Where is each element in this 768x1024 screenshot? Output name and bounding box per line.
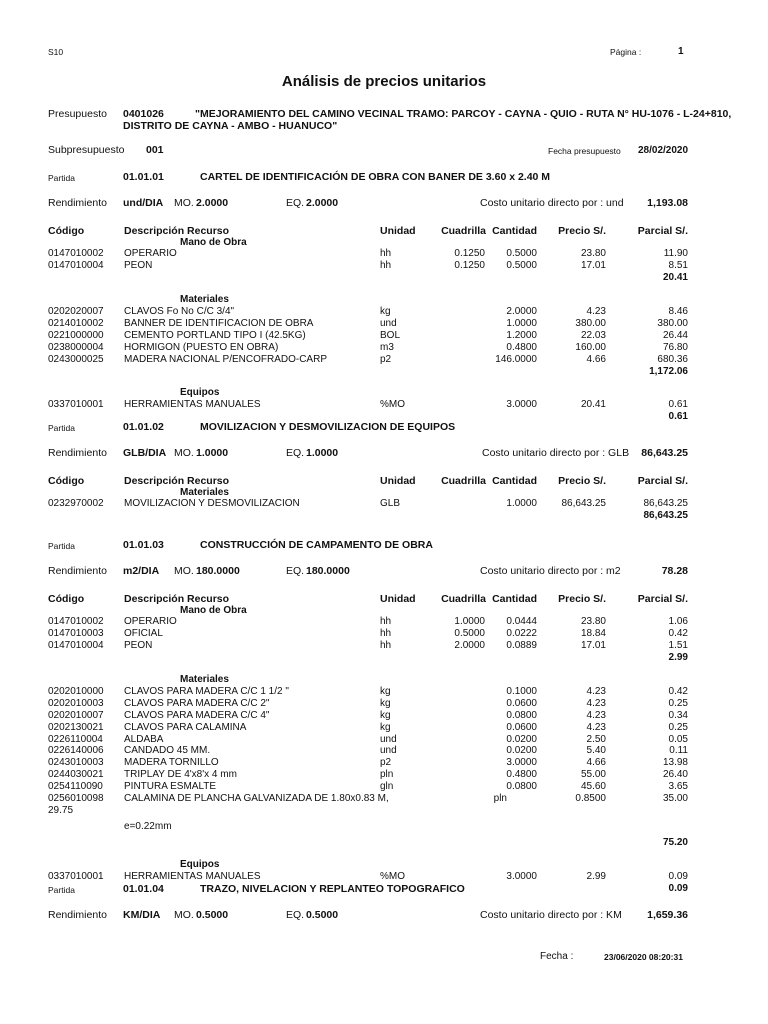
row-code: 0226110004	[48, 733, 103, 745]
row-unit: BOL	[380, 329, 401, 341]
row-crew: 2.0000	[454, 640, 485, 652]
row-price: 55.00	[580, 769, 606, 781]
row-partial: 35.00	[662, 793, 688, 804]
page-number: 1	[678, 46, 684, 57]
row-quantity: 1.0000	[506, 317, 537, 329]
row-unit: pln	[493, 793, 507, 804]
column-header-price: Precio S/.	[558, 593, 606, 605]
group-subtotal: 1,172.06	[649, 365, 688, 377]
row-unit: GLB	[380, 498, 401, 510]
subpresupuesto-code: 001	[146, 144, 164, 156]
row-partial: 680.36	[657, 353, 688, 365]
row-partial: 26.40	[662, 769, 688, 781]
row-unit: kg	[380, 685, 391, 697]
row-unit: p2	[380, 353, 392, 365]
row-partial: 0.42	[668, 628, 688, 640]
eq-value: 2.0000	[306, 197, 339, 209]
eq-value: 0.5000	[306, 909, 339, 921]
eq-value: 180.0000	[306, 565, 350, 577]
row-quantity: 0.0222	[506, 628, 537, 640]
row-price: 4.23	[586, 685, 606, 697]
presupuesto-name-line1: "MEJORAMIENTO DEL CAMINO VECINAL TRAMO: PARCOY - CAYNA - QUIO - RUTA N° HU-1076 - L-24+810,	[195, 108, 732, 120]
partida-name: MOVILIZACION Y DESMOVILIZACION DE EQUIPOS	[200, 421, 456, 433]
row-price: 5.40	[586, 745, 606, 757]
row-price: 23.80	[580, 616, 606, 628]
presupuesto-name-line2: DISTRITO DE CAYNA - AMBO - HUANUCO"	[123, 120, 338, 132]
row-code: 0337010001	[48, 399, 104, 411]
row-description: OFICIAL	[124, 628, 163, 640]
row-quantity: 0.0200	[506, 745, 537, 757]
unit-cost: 86,643.25	[641, 447, 688, 459]
rendimiento-unit: KM/DIA	[123, 909, 161, 921]
row-price: 4.23	[586, 697, 606, 709]
row-quantity: 1.2000	[506, 329, 537, 341]
row-code: 0147010003	[48, 628, 104, 640]
row-unit: gln	[380, 781, 394, 793]
column-header-description: Descripción Recurso	[124, 475, 230, 487]
cost-label: Costo unitario directo por : m2	[480, 565, 621, 577]
row-partial: 0.09	[668, 870, 688, 882]
mo-value: 1.0000	[196, 447, 229, 459]
row-quantity: 0.5000	[506, 260, 537, 272]
group-title: Mano de Obra	[180, 236, 247, 248]
rendimiento-unit: und/DIA	[123, 197, 164, 209]
row-crew: 0.5000	[454, 628, 485, 640]
subpresupuesto-label: Subpresupuesto	[48, 144, 125, 156]
row-quantity: 0.0200	[506, 733, 537, 745]
row-description: CLAVOS PARA CALAMINA	[124, 721, 247, 733]
row-code: 0238000004	[48, 341, 104, 353]
column-header-unit: Unidad	[380, 475, 416, 487]
column-header-partial: Parcial S/.	[637, 225, 688, 237]
row-partial: 3.65	[668, 781, 688, 793]
eq-label: EQ.	[286, 197, 305, 209]
column-header-price: Precio S/.	[558, 475, 606, 487]
group-title: Materiales	[180, 294, 229, 306]
row-partial: 8.51	[668, 260, 688, 272]
row-quantity: 1.0000	[506, 498, 537, 510]
row-code: 0147010002	[48, 248, 104, 260]
row-price: 4.23	[586, 709, 606, 721]
row-price: 17.01	[580, 260, 606, 272]
row-crew: 0.1250	[454, 248, 485, 260]
rendimiento-unit: m2/DIA	[123, 565, 160, 577]
row-code: 0202010003	[48, 697, 104, 709]
column-header-quantity: Cantidad	[492, 225, 537, 237]
row-quantity: 0.4800	[506, 341, 537, 353]
row-unit: kg	[380, 697, 391, 709]
row-description: MADERA NACIONAL P/ENCOFRADO-CARP	[124, 353, 327, 365]
cost-label: Costo unitario directo por : und	[480, 197, 624, 209]
row-quantity: 0.1000	[506, 685, 537, 697]
row-description: PEON	[124, 640, 153, 652]
row-price: 23.80	[580, 248, 606, 260]
row-description: HERRAMIENTAS MANUALES	[124, 399, 261, 411]
row-partial: 86,643.25	[643, 498, 688, 510]
column-header-crew: Cuadrilla	[441, 593, 486, 605]
row-partial: 0.11	[669, 745, 688, 757]
row-code: 0221000000	[48, 329, 104, 341]
row-unit: und	[380, 745, 397, 757]
row-unit: und	[380, 317, 397, 329]
row-partial: 0.05	[668, 733, 688, 745]
group-subtotal: 0.09	[668, 882, 688, 894]
row-price: 2.50	[586, 733, 606, 745]
mo-value: 180.0000	[196, 565, 240, 577]
group-subtotal: 86,643.25	[643, 510, 688, 522]
row-unit: hh	[380, 248, 392, 260]
rendimiento-label: Rendimiento	[48, 909, 107, 921]
row-description: CANDADO 45 MM.	[124, 745, 211, 757]
row-code: 0147010002	[48, 616, 104, 628]
row-price: 2.99	[586, 870, 606, 882]
row-crew: 1.0000	[454, 616, 485, 628]
row-unit: %MO	[380, 399, 405, 411]
rendimiento-label: Rendimiento	[48, 565, 107, 577]
row-code: 0226140006	[48, 745, 104, 757]
row-quantity: 0.0600	[506, 721, 537, 733]
row-code: 0243010003	[48, 757, 104, 769]
footer-datetime: 23/06/2020 08:20:31	[604, 952, 683, 962]
column-header-description: Descripción Recurso	[124, 593, 230, 605]
row-code: 0243000025	[48, 353, 104, 365]
row-quantity: 3.0000	[506, 870, 537, 882]
row-partial: 26.44	[662, 329, 688, 341]
row-partial: 76.80	[662, 341, 688, 353]
cost-label: Costo unitario directo por : KM	[480, 909, 622, 921]
column-header-quantity: Cantidad	[492, 593, 537, 605]
eq-label: EQ.	[286, 447, 305, 459]
row-partial: 0.25	[668, 697, 688, 709]
row-code: 0244030021	[48, 769, 104, 781]
group-title: Materiales	[180, 674, 229, 685]
row-price: 160.00	[575, 341, 606, 353]
row-quantity: 0.4800	[506, 769, 537, 781]
row-code: 0256010098	[48, 793, 104, 804]
unit-cost: 1,659.36	[647, 909, 688, 921]
group-subtotal: 75.20	[662, 836, 688, 848]
row-quantity: 3.0000	[506, 399, 537, 411]
row-partial: 0.25	[668, 721, 688, 733]
page-label: Página :	[610, 47, 642, 57]
column-header-price: Precio S/.	[558, 225, 606, 237]
row-partial: 0.42	[668, 685, 688, 697]
group-title: Mano de Obra	[180, 604, 247, 616]
row-description: PINTURA ESMALTE	[124, 781, 217, 793]
row-code: 0254110090	[48, 781, 103, 793]
partida-label: Partida	[48, 423, 75, 433]
partida-code: 01.01.03	[123, 539, 164, 551]
mo-label: MO.	[174, 565, 194, 577]
eq-label: EQ.	[286, 909, 305, 921]
row-quantity: 0.8500	[575, 793, 606, 804]
group-title: Materiales	[180, 486, 229, 498]
system-code: S10	[48, 47, 64, 57]
column-header-description: Descripción Recurso	[124, 225, 230, 237]
partida-code: 01.01.02	[123, 421, 164, 433]
row-unit: hh	[380, 616, 392, 628]
row-quantity: 146.0000	[495, 353, 537, 365]
row-crew: 0.1250	[454, 260, 485, 272]
row-partial: 380.00	[657, 317, 688, 329]
row-unit: kg	[380, 306, 391, 317]
row-description: CLAVOS PARA MADERA C/C 2"	[124, 697, 270, 709]
row-unit: m3	[380, 341, 394, 353]
partida-code: 01.01.04	[123, 883, 164, 895]
row-price: 22.03	[580, 329, 606, 341]
cost-label: Costo unitario directo por : GLB	[482, 447, 630, 459]
partida-name: CONSTRUCCIÓN DE CAMPAMENTO DE OBRA	[200, 539, 433, 551]
row-quantity: 0.0444	[506, 616, 537, 628]
row-unit: hh	[380, 640, 392, 652]
row-price: 4.66	[586, 353, 606, 365]
row-unit: kg	[380, 721, 391, 733]
row-code: 0202020007	[48, 306, 104, 317]
row-description-continuation: e=0.22mm	[124, 820, 172, 832]
rendimiento-label: Rendimiento	[48, 197, 107, 209]
row-description: MOVILIZACION Y DESMOVILIZACION	[124, 498, 300, 510]
row-price: 4.66	[586, 757, 606, 769]
row-price: 18.84	[580, 628, 606, 640]
row-quantity: 0.0889	[506, 640, 537, 652]
row-code: 0147010004	[48, 640, 104, 652]
row-description: CEMENTO PORTLAND TIPO I (42.5KG)	[124, 329, 306, 341]
row-partial: 11.90	[663, 248, 688, 260]
row-price: 4.23	[586, 306, 606, 317]
row-description: OPERARIO	[124, 616, 177, 628]
row-partial: 13.98	[662, 757, 688, 769]
row-code: 0202130021	[48, 721, 104, 733]
mo-label: MO.	[174, 447, 194, 459]
row-partial: 1.51	[668, 640, 688, 652]
column-header-partial: Parcial S/.	[637, 475, 688, 487]
fecha-presupuesto-label: Fecha presupuesto	[548, 146, 621, 156]
column-header-crew: Cuadrilla	[441, 225, 486, 237]
column-header-unit: Unidad	[380, 593, 416, 605]
presupuesto-code: 0401026	[123, 108, 164, 120]
footer-date-label: Fecha :	[540, 951, 574, 962]
row-quantity: 0.0800	[506, 709, 537, 721]
group-title: Equipos	[180, 858, 220, 870]
rendimiento-label: Rendimiento	[48, 447, 107, 459]
group-subtotal: 20.41	[662, 272, 688, 284]
row-quantity: 0.5000	[506, 248, 537, 260]
row-description: OPERARIO	[124, 248, 177, 260]
row-code: 0202010000	[48, 685, 104, 697]
eq-label: EQ.	[286, 565, 305, 577]
row-description: TRIPLAY DE 4'x8'x 4 mm	[124, 769, 237, 781]
unit-cost: 78.28	[661, 565, 688, 577]
row-unit: %MO	[380, 870, 405, 882]
row-quantity: 0.0800	[506, 781, 537, 793]
mo-value: 2.0000	[196, 197, 229, 209]
row-description: CLAVOS Fo No C/C 3/4"	[124, 306, 235, 317]
fecha-presupuesto-value: 28/02/2020	[638, 145, 689, 156]
eq-value: 1.0000	[306, 447, 339, 459]
row-description: CLAVOS PARA MADERA C/C 1 1/2 "	[124, 685, 289, 697]
mo-value: 0.5000	[196, 909, 229, 921]
presupuesto-label: Presupuesto	[48, 108, 107, 120]
mo-label: MO.	[174, 909, 194, 921]
rendimiento-unit: GLB/DIA	[123, 447, 167, 459]
partida-label: Partida	[48, 541, 75, 551]
row-price: 20.41	[580, 399, 606, 411]
row-description: PEON	[124, 260, 153, 272]
row-description: ALDABA	[124, 733, 164, 745]
row-code: 0202010007	[48, 709, 104, 721]
partida-label: Partida	[48, 885, 75, 895]
row-description: HERRAMIENTAS MANUALES	[124, 870, 261, 882]
partida-label: Partida	[48, 173, 75, 183]
column-header-code: Código	[48, 593, 85, 605]
column-header-quantity: Cantidad	[492, 475, 537, 487]
unit-cost: 1,193.08	[647, 197, 688, 209]
row-code: 0147010004	[48, 260, 104, 272]
group-title: Equipos	[180, 387, 220, 399]
row-price: 380.00	[575, 317, 606, 329]
row-price: 4.23	[586, 721, 606, 733]
column-header-code: Código	[48, 225, 85, 237]
row-unit: hh	[380, 628, 392, 640]
row-code: 0232970002	[48, 498, 104, 510]
row-code-continuation: 29.75	[48, 804, 74, 816]
column-header-unit: Unidad	[380, 225, 416, 237]
row-unit: p2	[380, 757, 392, 769]
column-header-code: Código	[48, 475, 85, 487]
row-quantity: 3.0000	[506, 757, 537, 769]
group-subtotal: 2.99	[668, 652, 688, 664]
column-header-crew: Cuadrilla	[441, 475, 486, 487]
row-quantity: 0.0600	[506, 697, 537, 709]
row-partial: 0.61	[668, 399, 688, 411]
group-subtotal: 0.61	[668, 411, 688, 423]
partida-code: 01.01.01	[123, 171, 164, 183]
column-header-partial: Parcial S/.	[637, 593, 688, 605]
mo-label: MO.	[174, 197, 194, 209]
row-unit: hh	[380, 260, 392, 272]
row-price: 45.60	[580, 781, 606, 793]
row-description: CALAMINA DE PLANCHA GALVANIZADA DE 1.80x0.83 M,	[124, 793, 389, 804]
row-code: 0337010001	[48, 870, 104, 882]
row-description: CLAVOS PARA MADERA C/C 4"	[124, 709, 270, 721]
page-title: Análisis de precios unitarios	[281, 73, 487, 90]
row-partial: 0.34	[668, 709, 688, 721]
row-quantity: 2.0000	[506, 306, 537, 317]
row-price: 86,643.25	[561, 498, 606, 510]
row-description: HORMIGON (PUESTO EN OBRA)	[124, 341, 279, 353]
partida-name: CARTEL DE IDENTIFICACIÓN DE OBRA CON BANER DE 3.60 x 2.40 M	[200, 171, 551, 183]
row-description: MADERA TORNILLO	[124, 757, 219, 769]
row-description: BANNER DE IDENTIFICACION DE OBRA	[124, 317, 314, 329]
row-code: 0214010002	[48, 317, 104, 329]
row-unit: pln	[380, 769, 394, 781]
row-unit: und	[380, 733, 397, 745]
partida-name: TRAZO, NIVELACION Y REPLANTEO TOPOGRAFICO	[200, 883, 465, 895]
row-partial: 8.46	[668, 306, 688, 317]
row-price: 17.01	[580, 640, 606, 652]
row-unit: kg	[380, 709, 391, 721]
row-partial: 1.06	[668, 616, 688, 628]
